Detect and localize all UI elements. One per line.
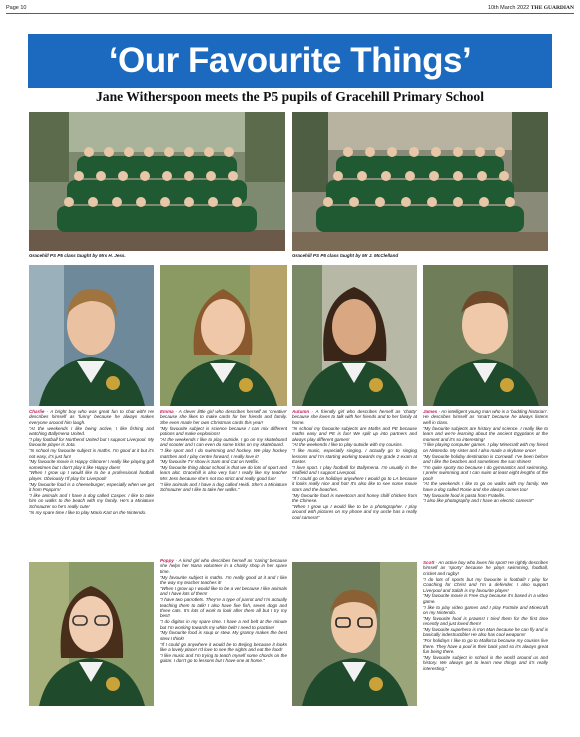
- profile-poppy: [160, 558, 287, 714]
- profile-para: “I like to play video games and I play Fortnite and Minecraft on my Nintendo.: [423, 604, 548, 615]
- profile-lead: - A bright boy who was great fun to chat with! He describes himself as ‘funny’ because he always makes everyone around him laugh.: [29, 409, 154, 425]
- portrait-emma-image: [160, 265, 287, 406]
- profile-para: “I love sport. I play football for Ballymena. I’m usually in the midfield and I support Liverpool.: [292, 464, 417, 476]
- portrait-james: [423, 265, 548, 406]
- subheadline: Jane Witherspoon meets the P5 pupils of Gracehill Primary School: [95, 89, 485, 104]
- class-photo-right-image: [292, 112, 548, 251]
- profile-para: “I like sport and I do swimming and hockey. We play hockey matches and I play centre forward, I really love it!: [160, 448, 287, 459]
- portrait-emma: [160, 265, 287, 406]
- profile-para: “I like playing computer games. I play Minecraft with my friend on Nintendo. My sister and I also made a skybase once!: [423, 442, 548, 453]
- page-number: Page 10: [6, 4, 27, 11]
- class-photo-left: [29, 112, 285, 251]
- profile-lead: - A kind girl who describes herself as ‘caring’ because she helps her Nana volunteer in a charity shop in her spare time.: [160, 558, 287, 574]
- profile-para: “My favourite subject is maths. I’m really good at it and I like the way my teacher teaches it!: [160, 574, 287, 586]
- profile-lead: - A friendly girl who describes herself as ‘chatty’ because she loves to talk with her friends and to her family at home.: [292, 409, 417, 425]
- profile-para: “My favourite movie is Free Guy because it’s based in a video game.: [423, 593, 548, 604]
- header-rule: [6, 13, 574, 14]
- profile-para: “I have two parrotlets. They’re a type of parrot and I’m actually teaching them to talk! I also have five fish, seven dogs and three cats. It’s lots of work to look after them all but I try my best!: [160, 597, 287, 619]
- profile-para: “In my spare time I like to play Mario Kart on the Nintendo.: [29, 509, 147, 515]
- profile-para: “My favourite food is sweetcorn and honey chilli chicken from the Chinese.: [292, 492, 417, 504]
- portrait-james-image: [423, 265, 548, 406]
- caption-class-right: Gracehill PS P5 class taught by Mr J. McClelland: [292, 253, 399, 258]
- profile-emma: [160, 409, 287, 554]
- profile-para: “I like music, especially singing. I actually go to singing lessons and I’m starting working towards my grade 2 exam at Easter.: [292, 448, 417, 464]
- profile-name: Autumn: [292, 409, 310, 414]
- profile-para: “When I grow up I would like to be a photographer. I play around with pictures on my phone and my uncle has a really cool camera!”: [292, 503, 417, 520]
- issue-date: 10th March 2022: [487, 4, 530, 11]
- caption-class-left: Gracehill PS P5 class taught by Mrs H. Jess.: [29, 253, 126, 258]
- profile-para: “In school my favourite subjects are Maths and PE because maths easy and PE is fun! We split up into partners and always play different games!: [292, 425, 417, 442]
- profile-para: “I play football for Northend United but I support Liverpool. My favourite player is Jota.: [29, 436, 154, 448]
- profile-para: “I like music and I’m trying to teach myself some chords on the guitar. I don’t go to lessons but I have one at home.”: [160, 652, 287, 664]
- profile-para: “I like animals and I have a dog called Casper. I like to take him on walks to the beach with my family. He’s a Miniature Schnauzer so he’s really cute!: [29, 492, 154, 509]
- profile-james: [423, 409, 548, 557]
- portrait-autumn-image: [292, 265, 417, 406]
- profile-para: “My favourite subject in school is the world around us and history. We always get to learn new things and it’s really interesting.”: [423, 654, 548, 671]
- profile-name: James: [423, 409, 438, 414]
- profile-para: “For holidays I like to go to Mallorca because my cousins live there. They have a pool in their back yard so it’s always great fun being there.: [423, 638, 548, 655]
- profile-para: “My favourite superhero is Iron Man because he can fly and is basically indestructible! He also has cool weapons!: [423, 626, 548, 638]
- headline-banner: [28, 34, 552, 88]
- profile-lead: - An intelligent young man who is a ‘budding historian’. He describes himself as ‘smart’ because he always listens well in class.: [423, 409, 548, 425]
- profile-name: Scott: [423, 560, 435, 565]
- profile-para: “At the weekends I like being active, I like fishing and watching Ballymena United.: [29, 425, 154, 437]
- profile-autumn: [292, 409, 417, 557]
- profile-para: “When I grow up I would like to be a professional football player. Obviously I’ll play for Liverpool!: [29, 470, 154, 481]
- headline: ‘Our Favourite Things’: [108, 41, 472, 80]
- profile-para: “My favourite subjects are history and science. I really like to learn and we’re learning about the ancient Egyptians at the moment and it’s so interesting!: [423, 425, 548, 442]
- profile-name: Poppy: [160, 558, 174, 563]
- portrait-charlie-image: [29, 265, 154, 406]
- page-header: [6, 2, 574, 13]
- class-photo-right: [292, 112, 548, 251]
- profile-para: “My favourite food is a cheeseburger; especially when we get it from Poppa’s!: [29, 481, 154, 493]
- profile-para: “When I grow up I would like to be a vet because I like animals and I have lots of them!: [160, 585, 287, 597]
- profile-para: “I like animals and I have a dog called Heidi. She’s a Miniature Schnauzer and I like to take her walks.”: [160, 481, 287, 493]
- paper-name: THE GUARDIAN: [530, 4, 574, 11]
- profile-para: “My favourite food is soup or stew. My granny makes the best stew I think!: [160, 630, 287, 641]
- profile-name: Charlie: [29, 409, 45, 414]
- profile-para: “At the weekends I like to play outside. I go on my skateboard and scooter and I can even do some tricks on my skateboard.: [160, 436, 287, 448]
- profile-para: “If I could go anywhere it would be to Beijing because it looks like a lovely place! I’d love to see the sights and eat the food!: [160, 641, 287, 653]
- profile-para: “At the weekends I like to play outside with my cousins.: [292, 442, 403, 448]
- profile-para: “I also like photography and I have an electric camera!”: [423, 498, 534, 504]
- portrait-scott-image: [292, 562, 417, 706]
- profile-name: Emma: [160, 409, 174, 414]
- profile-scott: [423, 560, 548, 714]
- profile-para: “If I could go on holidays anywhere I would go to LA because it looks really nice and hot! It’s also like to see some movie stars and the beaches.: [292, 475, 417, 492]
- profile-para: “My favourite movie is Happy Gilmore! I really like playing golf sometimes but I don’t play it like Happy does!: [29, 459, 154, 470]
- portrait-autumn: [292, 265, 417, 406]
- profile-para: “My favourite holiday destination is Cornwall. I’ve been before and I like the beaches and sometimes the sun shines!: [423, 453, 548, 464]
- profile-lead: - A clever little girl who describes herself as ‘creative’ because she likes to make cards for her friends and family. She even made her own Christmas cards this year!: [160, 409, 287, 425]
- profile-lead: - An active boy who loves his sport! He rightly describes himself as ‘sporty’ because he plays swimming, football, cricket and rugby!: [423, 560, 548, 576]
- profile-para: “At the weekends I like to go on walks with my family. We have a dog called Rosie and she always comes too!: [423, 481, 548, 492]
- portrait-charlie: [29, 265, 154, 406]
- profile-para: “I do lots of sports but my favourite is football! I play for Coaching for Christ and I’m a defender. I also support Liverpool and Salah is my favourite player!: [423, 576, 548, 593]
- profile-para: “My favourite subject is science because I can mix different potions and make explosions!: [160, 425, 287, 437]
- profile-para: “My favourite food is prawns! I tried them for the first time recently and just loved them!: [423, 615, 548, 627]
- profile-para: “My favourite food is pasta from Fratellis.: [423, 492, 506, 498]
- header-right: [488, 5, 574, 11]
- portrait-scott: [292, 562, 417, 706]
- profile-para: “In school my favourite subject is maths. I’m good at it but it’s not easy, it’s just fun!: [29, 448, 154, 459]
- profile-charlie: [29, 409, 154, 714]
- profile-para: “My favourite thing about school is that we do lots of sport and learn alot. Gracehill is also very fun! I really like my teacher Mrs Jess because she’s not too strict and really good fun!: [160, 465, 287, 481]
- profile-para: “I do digitos in my spare time. I have a red belt at the minute but I’m working towards my white belt! I need to practise!: [160, 619, 287, 630]
- profile-para: “I’m quite sporty too because I do gymnastics and swimming. I prefer swimming and I can swim at least eight lengths of the pool!: [423, 464, 548, 481]
- profile-para: “My favourite TV show is Sam and Cat on Netflix.: [160, 459, 260, 465]
- class-photo-left-image: [29, 112, 285, 251]
